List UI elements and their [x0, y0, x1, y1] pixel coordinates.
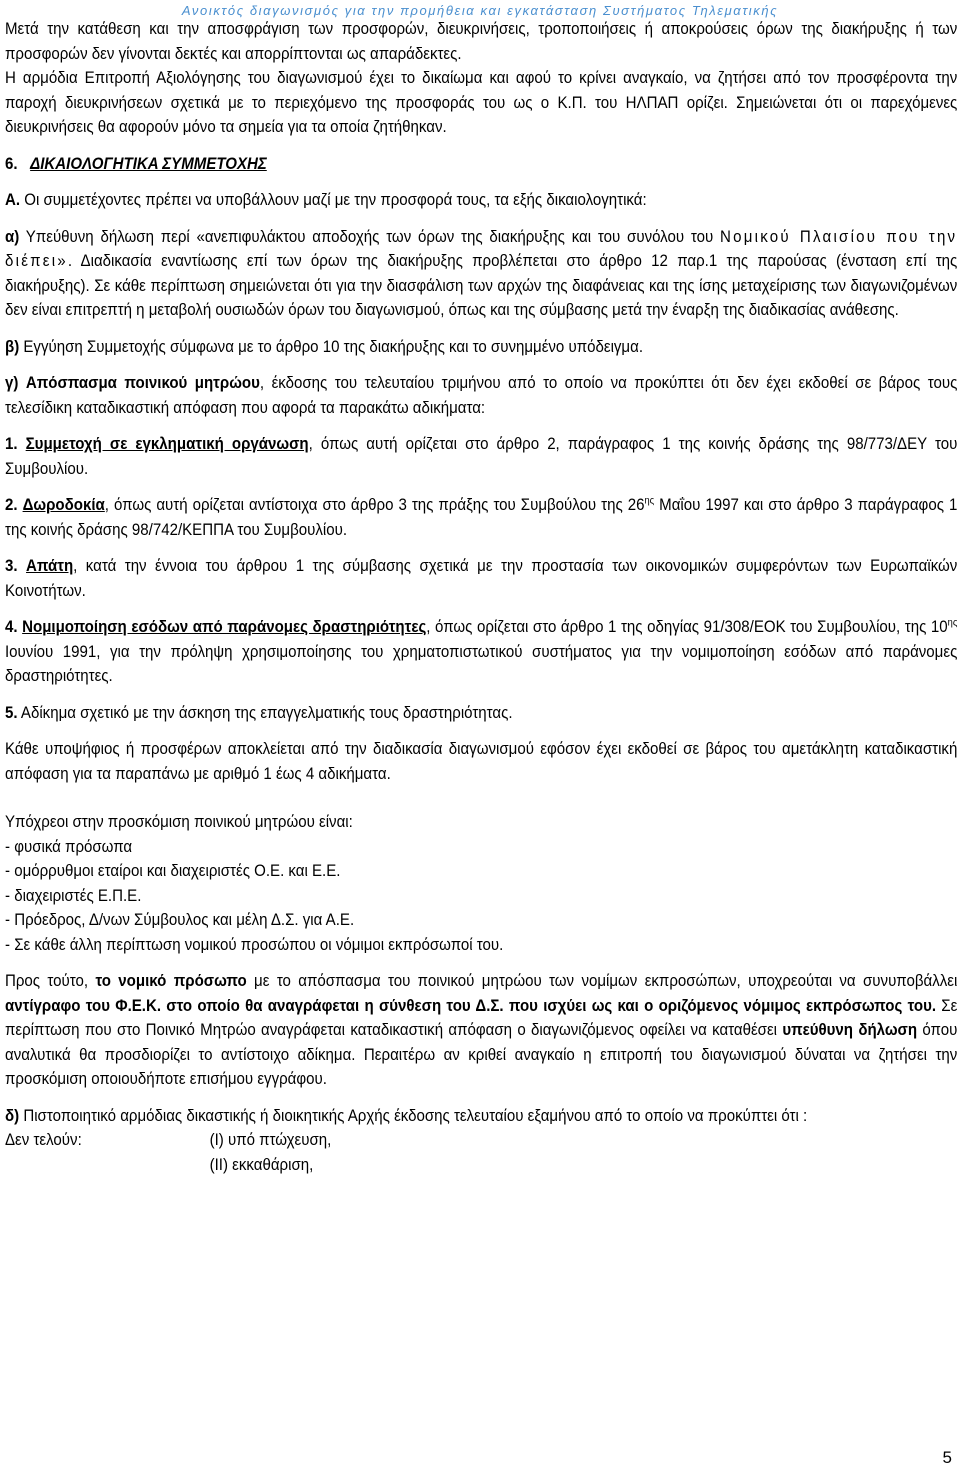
section-title: ΔΙΚΑΙΟΛΟΓΗΤΙΚΑ ΣΥΜΜΕΤΟΧΗΣ: [30, 154, 267, 173]
offence-4: [5, 615, 957, 689]
legal-bold-1: το νομικό πρόσωπο: [95, 972, 247, 990]
label-b: β): [5, 337, 20, 356]
offence-2-num: 2.: [5, 496, 18, 514]
criminal-record-title: Απόσπασμα ποινικού μητρώου: [25, 374, 260, 392]
label-a: α): [5, 227, 20, 246]
offence-4-num: 4.: [5, 618, 18, 636]
text-a-1: Υπεύθυνη δήλωση περί «ανεπιφυλάκτου αποδοχής των όρων της διακήρυξης και του συνόλου του: [19, 227, 721, 246]
offence-5-num: 5.: [5, 703, 18, 722]
paragraph-legal-entity: [5, 969, 957, 1092]
label-A: Α.: [5, 191, 21, 209]
offence-4-text-1: , όπως ορίζεται στο άρθρο 1 της οδηγίας 91/308/ΕΟΚ του Συμβουλίου, της 10: [426, 618, 948, 636]
list-item: - διαχειριστές Ε.Π.Ε.: [5, 886, 142, 905]
legal-text-2: με το απόσπασμα του ποινικού μητρώου των νομίμων εκπροσώπων, υποχρεούται να συνυποβάλλει: [246, 972, 958, 990]
not-label: Δεν τελούν:: [5, 1131, 82, 1149]
list-item: - φυσικά πρόσωπα: [5, 837, 133, 856]
text-g: , έκδοσης του τελευταίου τριμήνου από το οποίο να προκύπτει ότι δεν έχει εκδοθεί σε βάρος τους τελεσίδικη καταδικαστική απόφαση που αφορά τα παρακάτω αδικήματα:: [5, 374, 958, 417]
not-in-list: [5, 1128, 957, 1153]
paragraph-committee-clarifications: Η αρμόδια Επιτροπή Αξιολόγησης του διαγωνισμού έχει το δικαίωμα και αφού το κρίνει αναγκαίο, να ζητήσει από τον προσφέροντα την παροχή διευκρινήσεων σχετικά με το περιεχόμενο της προσφοράς του ως ο Κ.Π. του ΗΛΠΑΠ ορίζει. Σημειώνεται ότι οι παρεχόμενες διευκρινήσεις θα αφορούν μόνο τα σημεία για τα οποία ζητήθηκαν.: [5, 69, 958, 136]
list-item: (I) υπό πτώχευση,: [209, 1131, 332, 1149]
legal-text-1: Προς τούτο,: [5, 972, 96, 990]
offence-2-text-2: Μαΐου 1997 και στο άρθρο 3 παράγραφος 1 της κοινής δράσης 98/742/ΚΕΠΠΑ του Συμβουλίου.: [5, 496, 958, 539]
paragraph-exclusion: Κάθε υποψήφιος ή προσφέρων αποκλείεται από την διαδικασία διαγωνισμού εφόσον έχει εκδοθεί σε βάρος του αμετάκλητη καταδικαστική απόφαση για τα παραπάνω με αριθμό 1 έως 4 αδικήματα.: [5, 740, 958, 783]
offence-1-title: Συμμετοχή σε εγκληματική οργάνωση: [25, 435, 309, 453]
item-a: [5, 225, 957, 323]
offence-5-text: Αδίκημα σχετικό με την άσκηση της επαγγελματικής τους δραστηριότητας.: [17, 703, 513, 722]
paragraph-bids-opening: Μετά την κατάθεση και την αποσφράγιση των προσφορών, διευκρινήσεις, τροποποιήσεις ή αποκρούσεις όρων της διακήρυξης ή των προσφορών δεν γίνονται δεκτές και απορρίπτονται ως απαράδεκτες.: [5, 20, 958, 63]
list-item: - Πρόεδρος, Δ/νων Σύμβουλος και μέλη Δ.Σ. για Α.Ε.: [5, 911, 355, 929]
item-d: [5, 1104, 957, 1129]
text-b: Εγγύηση Συμμετοχής σύμφωνα με το άρθρο 10 της διακήρυξης και το συνημμένο υπόδειγμα.: [19, 337, 644, 356]
offence-1-text: , όπως αυτή ορίζεται στο άρθρο 2, παράγραφος 1 της κοινής δράσης της 98/773/ΔΕΥ του Συμβουλίου.: [5, 435, 958, 478]
offence-3-text: , κατά την έννοια του άρθρου 1 της σύμβασης σχετικά με την προστασία των οικονομικών συμφερόντων των Ευρωπαϊκών Κοινοτήτων.: [5, 557, 958, 600]
list-item: (II) εκκαθάριση,: [209, 1155, 314, 1174]
legal-text-4: όπου αναλυτικά θα προσδιορίζει το αντίστοιχο αδίκημα. Περαιτέρω αν κριθεί αναγκαίο η επιτροπή του διαγωνισμού δύναται να ζητήσει την προσκόμιση οποιουδήποτε επισήμου εγγράφου.: [5, 1021, 958, 1088]
text-a-spaced: Νομικού Πλαισίου που την διέπει»: [5, 227, 958, 270]
offence-4-sup: ης: [947, 617, 958, 629]
text-d: Πιστοποιητικό αρμόδιας δικαστικής ή διοικητικής Αρχής έκδοσης τελευταίου εξαμήνου από το οποίο να προκύπτει ότι :: [19, 1106, 808, 1125]
offence-3-title: Απάτη: [26, 557, 74, 575]
offence-5: [5, 701, 957, 726]
offence-2-title: Δωροδοκία: [22, 496, 105, 514]
paragraph-A: [5, 188, 957, 213]
label-d: δ): [5, 1106, 20, 1125]
list-item: - Σε κάθε άλλη περίπτωση νομικού προσώπου οι νόμιμοι εκπρόσωποί του.: [5, 935, 504, 954]
running-header: Ανοικτός διαγωνισμός για την προμήθεια και εγκατάσταση Συστήματος Τηλεματικής: [181, 3, 779, 18]
not-in-list-2: [5, 1153, 957, 1178]
item-g: [5, 371, 957, 420]
offence-3: [5, 554, 957, 603]
offence-2-text-1: , όπως αυτή ορίζεται αντίστοιχα στο άρθρο 3 της πράξης του Συμβούλου της 26: [104, 496, 645, 514]
obliged-list: [5, 810, 957, 957]
section-number: 6.: [5, 154, 18, 173]
obliged-title: Υπόχρεοι στην προσκόμιση ποινικού μητρώου είναι:: [5, 813, 353, 831]
legal-bold-2: αντίγραφο του Φ.Ε.Κ. στο οποίο θα αναγράφεται η σύνθεση του Δ.Σ. που ισχύει ως και ο οριζόμενος νόμιμος εκπρόσωπος του.: [5, 996, 937, 1015]
offence-4-text-2: Ιουνίου 1991, για την πρόληψη χρησιμοποίησης του χρηματοπιστωτικού συστήματος για την νομιμοποίηση εσόδων από παράνομες δραστηριότητες.: [5, 642, 958, 685]
offence-1-num: 1.: [5, 435, 18, 453]
offence-3-num: 3.: [5, 557, 18, 575]
text-a-2: . Διαδικασία εναντίωσης επί των όρων της διακήρυξης προβλέπεται στο άρθρο 12 παρ.1 της παρούσας (ένσταση επί της διακήρυξης). Σε κάθε περίπτωση σημειώνεται ότι για την διασφάλιση των αρχών της διαφάνειας και της ίσης μεταχείρισης των διαγωνιζομένων δεν είναι επιτρεπτή η μεταβολή ουσιωδών όρων του διαγωνισμού, όπως και της σύμβασης μετά την έναρξη της διαδικασίας ανάθεσης.: [5, 252, 958, 319]
list-item: - ομόρρυθμοι εταίροι και διαχειριστές Ο.Ε. και Ε.Ε.: [5, 862, 341, 880]
offence-4-title: Νομιμοποίηση εσόδων από παράνομες δραστηριότητες: [22, 618, 427, 636]
text-A: Οι συμμετέχοντες πρέπει να υποβάλλουν μαζί με την προσφορά τους, τα εξής δικαιολογητικά:: [20, 191, 647, 209]
document-body: [5, 17, 957, 1177]
label-g: γ): [5, 374, 19, 392]
section-heading: [5, 152, 957, 177]
offence-2-sup: ης: [644, 495, 655, 507]
legal-bold-3: υπεύθυνη δήλωση: [782, 1021, 918, 1039]
offence-1: [5, 432, 957, 481]
legal-text-3: Σε περίπτωση που στο Ποινικό Μητρώο αναγράφεται καταδικαστική απόφαση ο διαγωνιζόμενος οφείλει να καταθέσει: [5, 996, 958, 1039]
offence-2: [5, 493, 957, 542]
item-b: [5, 335, 957, 360]
page-number: 5: [942, 1448, 952, 1467]
